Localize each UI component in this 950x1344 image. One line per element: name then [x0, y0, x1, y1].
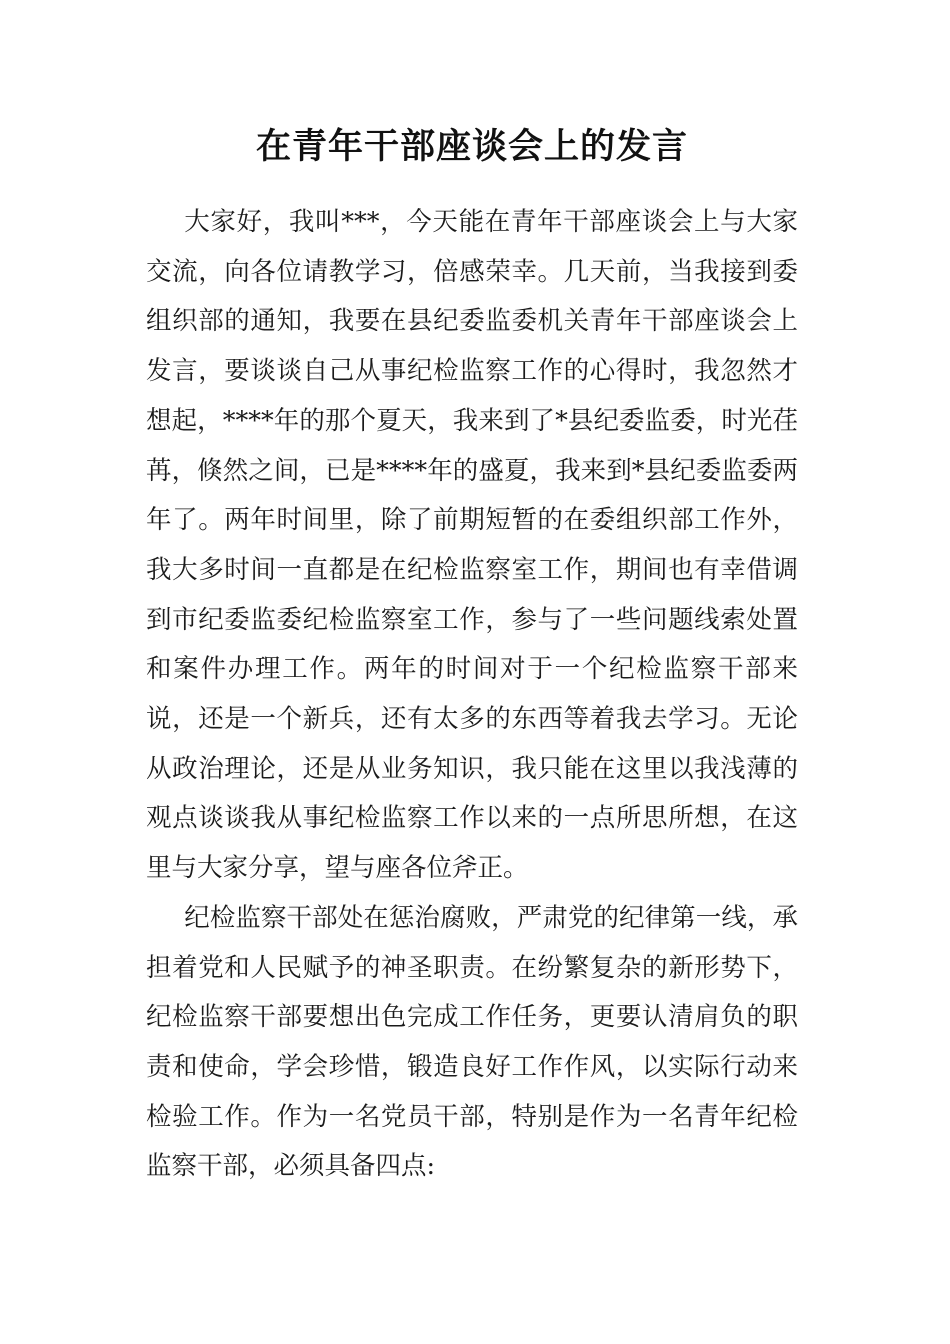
paragraph-1: 大家好，我叫***，今天能在青年干部座谈会上与大家交流，向各位请教学习，倍感荣幸。几天前，当我接到委组织部的通知，我要在县纪委监委机关青年干部座谈会上发言，要谈谈自己从事纪检监察工作的心得时，我忽然才想起，****年的那个夏天，我来到了*县纪委监委，时光荏苒，倏然之间，已是****年的盛夏，我来到*县纪委监委两年了。两年时间里，除了前期短暂的在委组织部工作外，我大多时间一直都是在纪检监察室工作，期间也有幸借调到市纪委监委纪检监察室工作，参与了一些问题线索处置和案件办理工作。两年的时间对于一个纪检监察干部来说，还是一个新兵，还有太多的东西等着我去学习。无论从政治理论，还是从业务知识，我只能在这里以我浅薄的观点谈谈我从事纪检监察工作以来的一点所思所想，在这里与大家分享，望与座各位斧正。 — [146, 207, 798, 884]
document-title: 在青年干部座谈会上的发言 — [255, 126, 688, 167]
document-body — [146, 198, 798, 1192]
paragraph-2: 纪检监察干部处在惩治腐败，严肃党的纪律第一线，承担着党和人民赋予的神圣职责。在纷繁复杂的新形势下，纪检监察干部要想出色完成工作任务，更要认清肩负的职责和使命，学会珍惜，锻造良好工作作风，以实际行动来检验工作。作为一名党员干部，特别是作为一名青年纪检监察干部，必须具备四点: — [146, 902, 798, 1182]
